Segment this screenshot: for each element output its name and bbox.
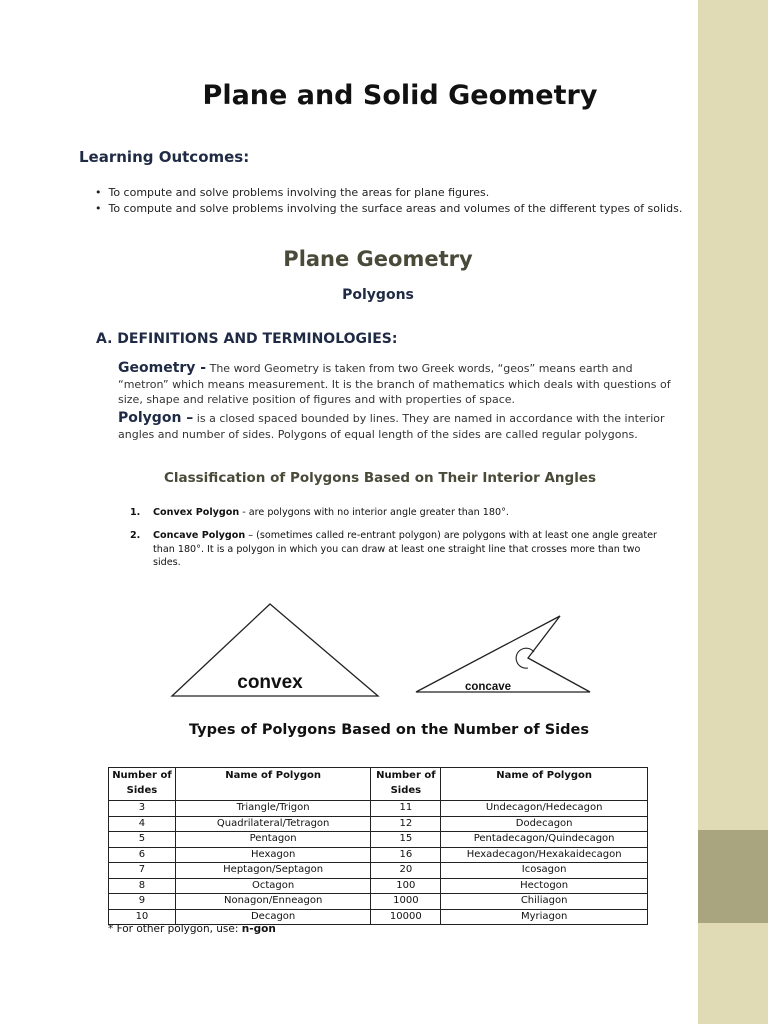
concave-label: concave [464,681,512,693]
table-cell: Triangle/Trigon [175,801,371,817]
table-cell: Octagon [175,878,371,894]
list-item [130,529,670,570]
table-cell: Icosagon [441,863,648,879]
list-number: 2. [130,530,141,541]
table-cell: 4 [109,816,176,832]
table-cell: Hexadecagon/Hexakaidecagon [441,847,648,863]
convex-text: - are polygons with no interior angle greater than 180°. [239,507,509,518]
table-cell: 12 [371,816,441,832]
table-cell: Undecagon/Hedecagon [441,801,648,817]
table-cell: Myriagon [441,909,648,925]
table-row [109,832,648,848]
classification-list [130,506,670,520]
section-a-heading: A. DEFINITIONS AND TERMINOLOGIES: [96,331,398,347]
geometry-definition [118,361,683,408]
page-side-block [698,830,768,923]
learning-outcomes-list [95,185,685,216]
concave-text: – (sometimes called re-entrant polygon) are polygons with at least one angle greater than 180°. It is a polygon in which you can draw at least one straight line that crosses more than two sides. [153,530,657,568]
table-cell: Chiliagon [441,894,648,910]
polygon-text: is a closed spaced bounded by lines. They are named in accordance with the interior angles and number of sides. Polygons of equal length of the sides are called regular polygons. [118,412,665,441]
subheading-polygons: Polygons [342,287,414,303]
table-footnote [108,923,276,935]
table-cell: 10 [109,909,176,925]
table-cell: Decagon [175,909,371,925]
page-title: Plane and Solid Geometry [202,80,598,111]
col-header-sides-2: Number of Sides [371,768,441,801]
polygon-types-table [108,767,648,925]
table-cell: 9 [109,894,176,910]
table-cell: Nonagon/Enneagon [175,894,371,910]
table-cell: 15 [371,832,441,848]
table-cell: 8 [109,878,176,894]
polygon-definition [118,411,683,442]
table-cell: Quadrilateral/Tetragon [175,816,371,832]
table-row [109,878,648,894]
table-cell: 11 [371,801,441,817]
col-header-name: Name of Polygon [175,768,371,801]
list-item: • To compute and solve problems involving the areas for plane figures. [95,185,685,201]
footnote-ngon: n-gon [241,923,276,935]
col-header-name-2: Name of Polygon [441,768,648,801]
table-cell: Hexagon [175,847,371,863]
table-cell: 20 [371,863,441,879]
table-cell: 3 [109,801,176,817]
footnote-text: * For other polygon, use: [108,923,242,935]
list-item [130,506,670,520]
convex-term: Convex Polygon [153,507,240,518]
list-number: 1. [130,507,141,518]
col-header-sides: Number of Sides [109,768,176,801]
table-cell: Pentadecagon/Quindecagon [441,832,648,848]
classification-heading: Classification of Polygons Based on Their Interior Angles [163,470,597,486]
reflex-angle-arc [516,648,534,668]
table-cell: 10000 [371,909,441,925]
table-cell: 6 [109,847,176,863]
table-header-row [109,768,648,801]
section-heading-plane-geometry: Plane Geometry [283,247,473,271]
table-cell: Heptagon/Septagon [175,863,371,879]
table-row [109,863,648,879]
table-row [109,894,648,910]
table-row [109,816,648,832]
table-cell: Dodecagon [441,816,648,832]
table-cell: Pentagon [175,832,371,848]
table-cell: Hectogon [441,878,648,894]
table-cell: 7 [109,863,176,879]
geometry-text: The word Geometry is taken from two Greek words, “geos” means earth and “metron” which means measurement. It is the branch of mathematics which deals with questions of size, shape and relative position of figures and with properties of space. [118,362,671,407]
polygon-term: Polygon – [118,410,194,426]
types-table-heading: Types of Polygons Based on the Number of Sides [189,722,589,738]
geometry-term: Geometry - [118,360,207,376]
concave-term: Concave Polygon [153,530,246,541]
convex-label: convex [237,672,303,693]
table-row [109,801,648,817]
list-item: • To compute and solve problems involving the surface areas and volumes of the different types of solids. [95,201,685,217]
learning-outcomes-heading: Learning Outcomes: [79,148,250,166]
table-cell: 16 [371,847,441,863]
polygon-figures [160,598,600,703]
table-cell: 5 [109,832,176,848]
classification-list-2 [130,529,670,570]
table-cell: 100 [371,878,441,894]
table-row [109,847,648,863]
table-cell: 1000 [371,894,441,910]
